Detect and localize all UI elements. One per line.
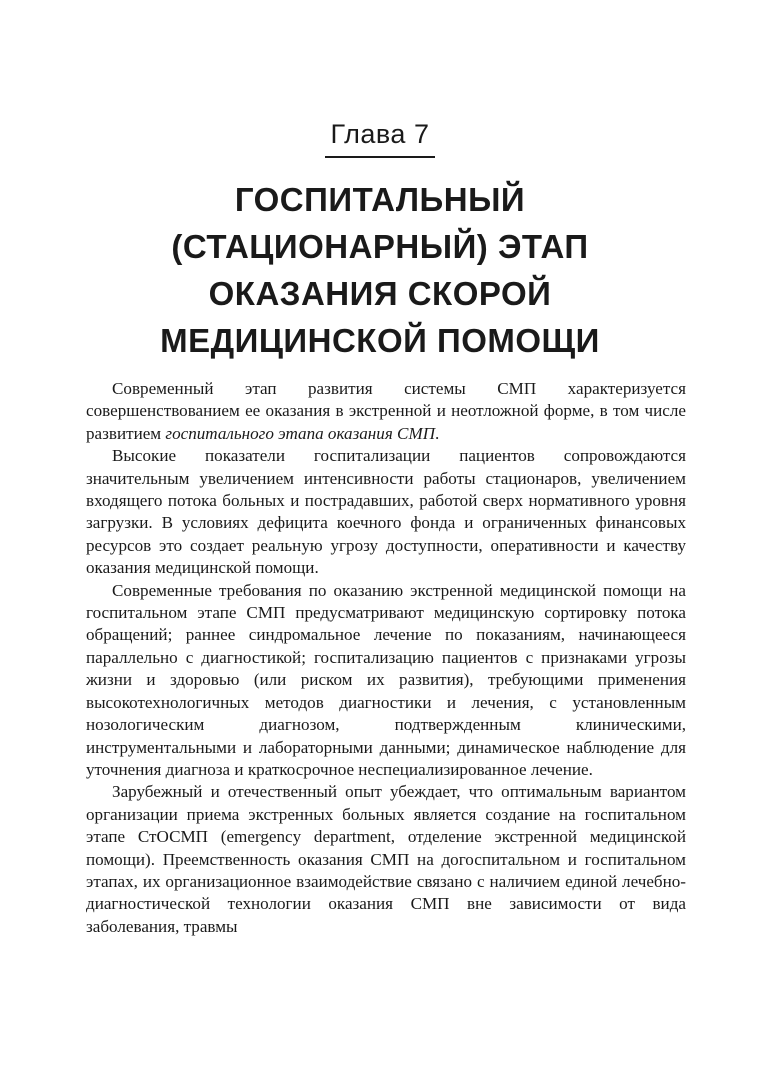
body-text [86, 378, 686, 938]
paragraph: Высокие показатели госпитализации пациентов сопровождаются значительным увеличением интенсивности работы стационаров, увеличением входящего потока больных и пострадавших, работой сверх нормативного уровня загрузки. В условиях дефицита коечного фонда и ограниченных финансовых ресурсов это создает реальную угрозу доступности, оперативности и качеству оказания медицинской помощи. [86, 446, 686, 578]
chapter-title-line: ГОСПИТАЛЬНЫЙ [234, 181, 526, 218]
paragraph: Зарубежный и отечественный опыт убеждает, что оптимальным вариантом организации приема экстренных больных является создание на госпитальном этапе СтОСМП (emergency department, отделение экстренной медицинской помощи). Преемственность оказания СМП на догоспитальном и госпитальном этапах, их организационное взаимодействие связано с наличием единой лечебно-диагностической технологии оказания СМП вне зависимости от вида заболевания, травмы [86, 782, 686, 936]
chapter-label [0, 118, 760, 158]
paragraph-text: Современный этап развития системы СМП характеризуется совершенствованием ее оказания в экстренной и неотложной форме, в том числе развитием [86, 379, 686, 443]
emphasized-term: госпитального этапа оказания СМП [165, 423, 436, 443]
paragraph [86, 378, 686, 445]
chapter-title-line: (СТАЦИОНАРНЫЙ) ЭТАП [171, 228, 589, 265]
chapter-title-line: МЕДИЦИНСКОЙ ПОМОЩИ [160, 322, 600, 359]
paragraph-text: . [435, 423, 440, 443]
chapter-title-line: ОКАЗАНИЯ СКОРОЙ [208, 275, 552, 312]
paragraph: Современные требования по оказанию экстренной медицинской помощи на госпитальном этапе СМП предусматривают медицинскую сортировку потока обращений; раннее синдромальное лечение по показаниям, начинающееся параллельно с диагностикой; госпитализацию пациентов с признаками угрозы жизни и здоровью (или риском их развития), требующими применения высокотехнологичных методов диагностики и лечения, с установленным нозологическим диагнозом, подтвержденным клиническими, инструментальными и лабораторными данными; динамическое наблюдение для уточнения диагноза и краткосрочное неспециализированное лечение. [86, 580, 686, 779]
chapter-title [60, 176, 700, 364]
chapter-number: Глава 7 [325, 118, 436, 158]
